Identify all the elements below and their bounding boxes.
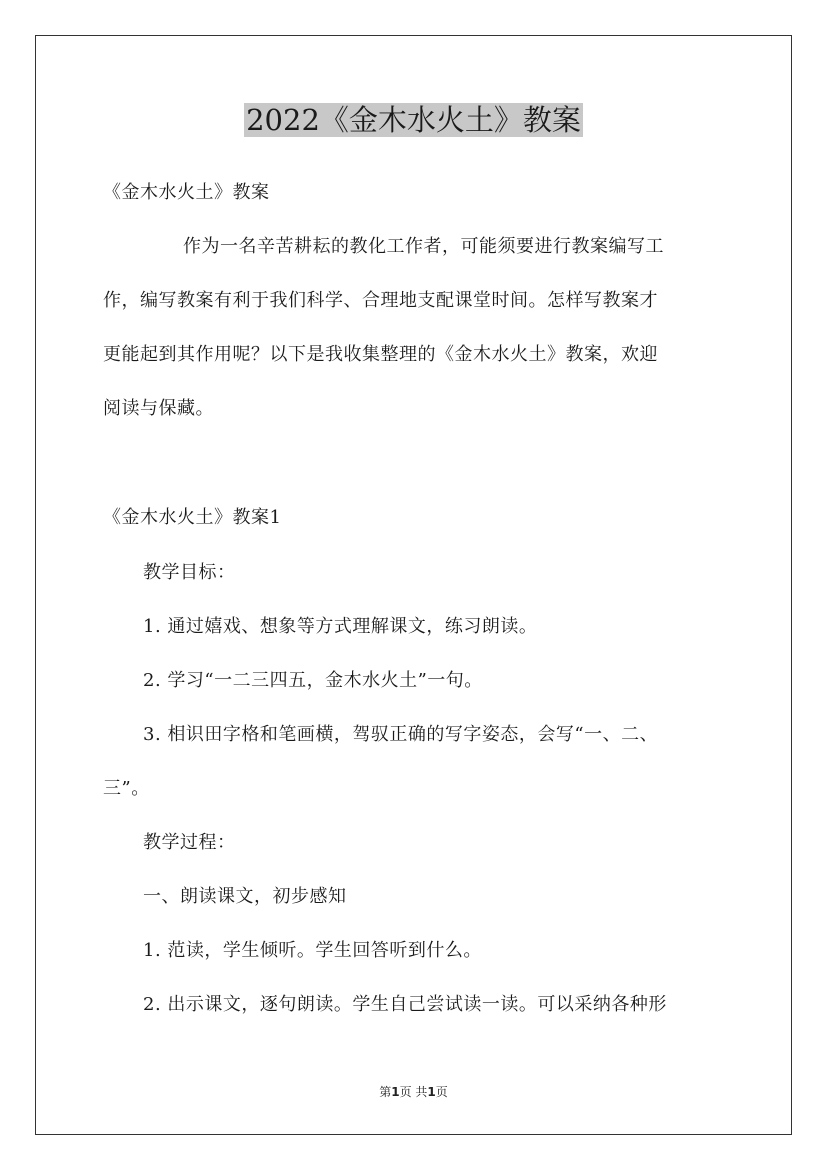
intro-line-3: 更能起到其作用呢？以下是我收集整理的《金木水火土》教案，欢迎 [103, 344, 658, 365]
step-item-2: 2. 出示课文，逐句朗读。学生自己尝试读一读。可以采纳各种形 [143, 994, 667, 1015]
footer-page-number: 1 [391, 1085, 400, 1099]
step-item-1: 1. 范读，学生倾听。学生回答听到什么。 [143, 940, 482, 961]
goals-label: 教学目标： [143, 562, 236, 583]
document-title-text: 2022《金木水火土》教案 [246, 103, 581, 137]
intro-line-4: 阅读与保藏。 [103, 398, 214, 419]
section-heading: 《金木水火土》教案1 [103, 507, 282, 528]
footer-suffix: 页 [435, 1085, 448, 1099]
footer-prefix: 第 [379, 1085, 392, 1099]
document-subtitle: 《金木水火土》教案 [103, 182, 270, 203]
goal-item-3-continued: 三”。 [103, 778, 150, 799]
goal-item-1: 1. 通过嬉戏、想象等方式理解课文，练习朗读。 [143, 616, 538, 637]
footer-middle: 页 共 [399, 1085, 428, 1099]
document-title [0, 100, 827, 140]
intro-line-1: 作为一名辛苦耕耘的教化工作者，可能须要进行教案编写工 [183, 236, 664, 257]
goal-item-2: 2. 学习“一二三四五，金木水火土”一句。 [143, 670, 483, 691]
footer-total-pages: 1 [427, 1085, 436, 1099]
process-label: 教学过程： [143, 832, 236, 853]
step-heading-one: 一、朗读课文，初步感知 [143, 886, 347, 907]
page-footer [0, 1083, 827, 1100]
intro-line-2: 作，编写教案有利于我们科学、合理地支配课堂时间。怎样写教案才 [103, 290, 658, 311]
goal-item-3: 3. 相识田字格和笔画横，驾驭正确的写字姿态，会写“一、二、 [143, 724, 659, 745]
